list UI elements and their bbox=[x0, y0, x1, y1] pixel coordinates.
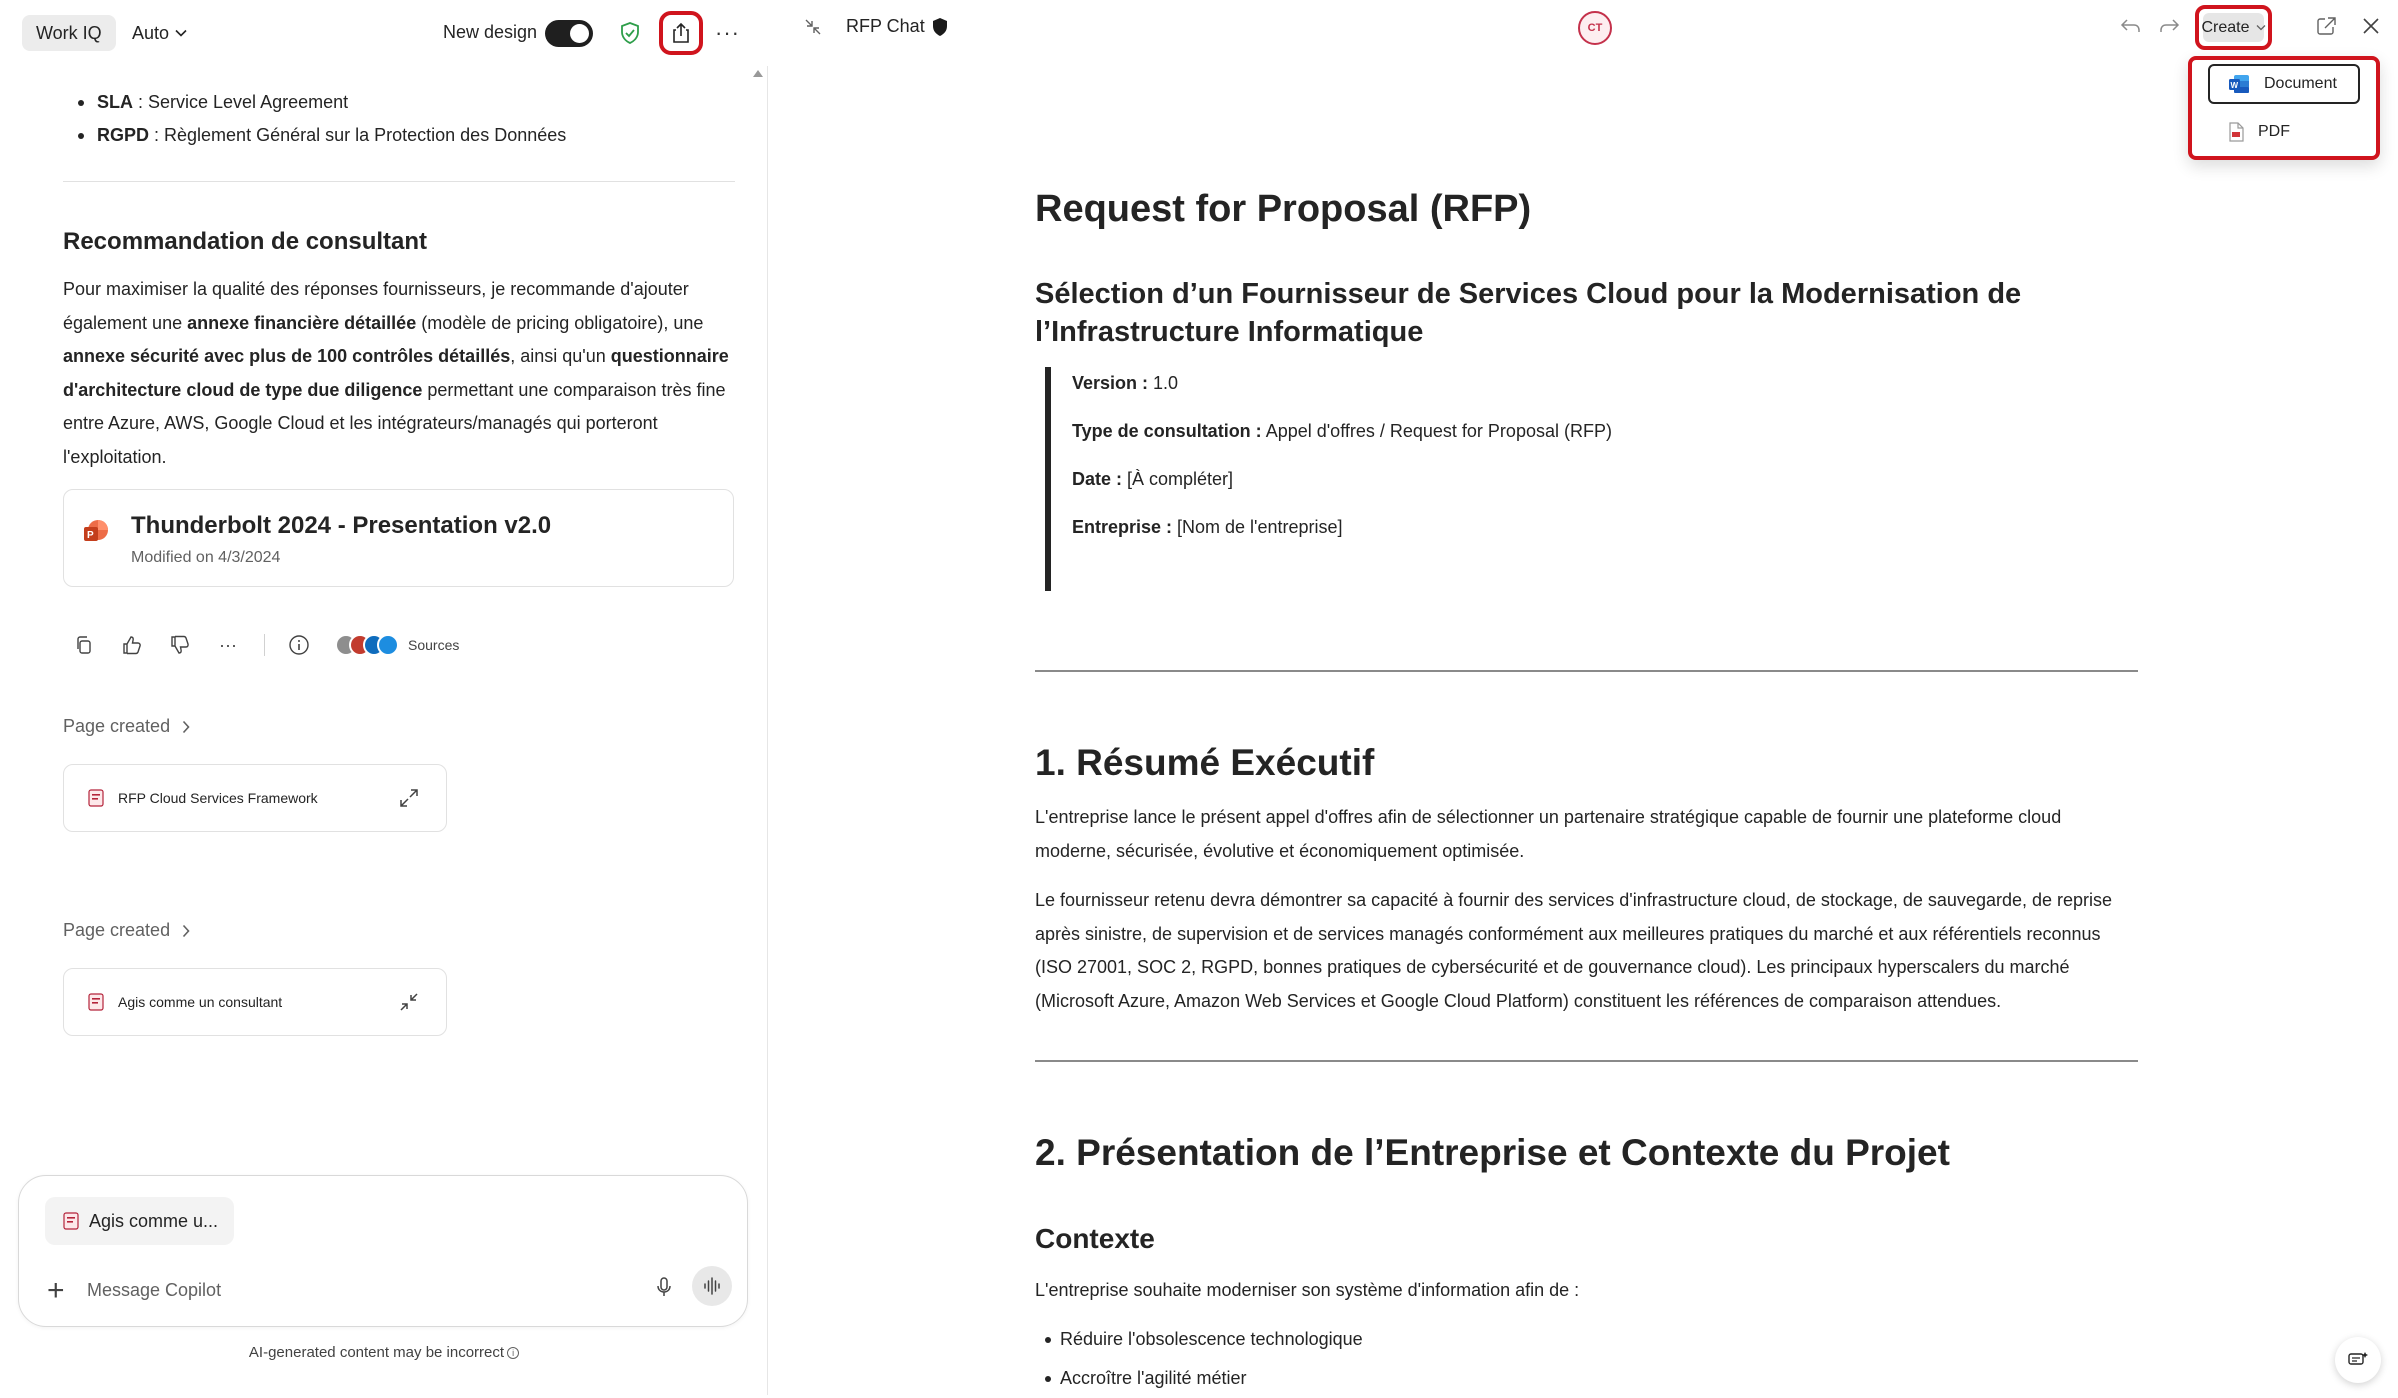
page-created-header[interactable] bbox=[63, 920, 190, 941]
horizontal-rule bbox=[1035, 1060, 2138, 1062]
powerpoint-icon bbox=[82, 518, 110, 546]
mode-label: Auto bbox=[132, 23, 170, 43]
undo-icon[interactable] bbox=[2120, 17, 2142, 35]
loop-page-icon bbox=[88, 993, 104, 1011]
meta-value: [Nom de l'entreprise] bbox=[1172, 517, 1343, 537]
page-created-header[interactable] bbox=[63, 716, 190, 737]
sources-button[interactable] bbox=[335, 634, 459, 656]
info-icon[interactable]: i bbox=[507, 1347, 519, 1359]
page-editor-pane bbox=[769, 0, 2398, 1395]
meta-row bbox=[1072, 469, 1233, 490]
text-run: Pour maximiser la qualité des réponses fournisseurs, je recommande d'ajouter également une bbox=[63, 279, 689, 333]
collapse-icon[interactable] bbox=[398, 991, 420, 1013]
chat-header bbox=[0, 0, 768, 66]
mode-dropdown[interactable] bbox=[132, 15, 187, 51]
abbreviation-list bbox=[78, 86, 566, 152]
text-run: permettant une comparaison très fine entre Azure, AWS, Google Cloud et les intégrateurs/managés qui porteront l'exploitation. bbox=[63, 379, 726, 467]
chevron-down-icon bbox=[2256, 24, 2266, 31]
page-card-consultant[interactable] bbox=[63, 968, 447, 1036]
more-options-icon[interactable]: ··· bbox=[715, 20, 740, 45]
assist-button[interactable] bbox=[2335, 1337, 2381, 1383]
protected-shield-icon[interactable] bbox=[619, 21, 641, 45]
recommendation-title: Recommandation de consultant bbox=[63, 228, 428, 255]
file-card[interactable] bbox=[63, 489, 734, 587]
menu-item-label: PDF bbox=[2258, 123, 2290, 140]
list-item bbox=[78, 119, 566, 152]
create-document-item[interactable] bbox=[2208, 64, 2360, 104]
chat-sparkle-icon bbox=[2347, 1350, 2369, 1370]
message-actions bbox=[72, 633, 459, 657]
new-design-toggle[interactable] bbox=[545, 20, 593, 47]
abbr-term: SLA bbox=[97, 92, 133, 112]
page-card-rfp[interactable] bbox=[63, 764, 447, 832]
svg-text:P: P bbox=[87, 530, 94, 541]
text-run: , ainsi qu'un bbox=[510, 346, 611, 366]
paragraph: L'entreprise souhaite moderniser son système d'information afin de : bbox=[1035, 1280, 1580, 1300]
paragraph: L'entreprise lance le présent appel d'offres afin de sélectionner un partenaire stratégique capable de fournir une plateforme cloud moderne, sécurisée, évolutive et économiquement optimisée. bbox=[1035, 807, 2062, 861]
word-icon bbox=[2228, 74, 2250, 94]
meta-key: Version : bbox=[1072, 373, 1149, 393]
workiq-button[interactable]: Work IQ bbox=[22, 15, 116, 51]
sources-label: Sources bbox=[408, 637, 460, 653]
recommendation-text bbox=[63, 273, 735, 474]
share-button[interactable] bbox=[659, 11, 703, 55]
abbr-definition: : Règlement Général sur la Protection des Données bbox=[149, 125, 567, 145]
share-icon bbox=[670, 21, 692, 45]
file-title: Thunderbolt 2024 - Presentation v2.0 bbox=[131, 512, 552, 539]
metadata-quote-block bbox=[1045, 367, 1745, 591]
chevron-right-icon bbox=[182, 720, 190, 734]
section-heading: 1. Résumé Exécutif bbox=[1035, 742, 1375, 783]
document-subtitle: Sélection d’un Fournisseur de Services Cloud pour la Modernisation de l’Infrastructure Informatique bbox=[1035, 278, 2022, 348]
file-modified: Modified on 4/3/2024 bbox=[131, 549, 281, 566]
create-menu bbox=[2188, 56, 2380, 160]
document-title: Request for Proposal (RFP) bbox=[1035, 188, 1532, 230]
meta-value: 1.0 bbox=[1148, 373, 1179, 393]
page-created-label: Page created bbox=[63, 920, 171, 940]
redo-icon[interactable] bbox=[2158, 17, 2180, 35]
section-heading: 2. Présentation de l’Entreprise et Contexte du Projet bbox=[1035, 1132, 1950, 1173]
meta-key: Type de consultation : bbox=[1072, 421, 1262, 441]
close-icon[interactable] bbox=[2362, 17, 2380, 35]
context-chip[interactable] bbox=[45, 1197, 234, 1245]
create-highlight bbox=[2195, 5, 2272, 50]
meta-row bbox=[1072, 517, 1343, 538]
page-card-label: RFP Cloud Services Framework bbox=[118, 790, 318, 806]
meta-row bbox=[1072, 421, 1612, 442]
scroll-up-arrow[interactable] bbox=[753, 70, 763, 77]
svg-text:W: W bbox=[2230, 81, 2239, 90]
bold-run: annexe financière détaillée bbox=[187, 312, 417, 333]
toggle-knob bbox=[570, 24, 589, 43]
subsection-heading: Contexte bbox=[1035, 1223, 1155, 1254]
pdf-icon bbox=[2228, 122, 2244, 142]
text-run: (modèle de pricing obligatoire), une bbox=[416, 312, 704, 333]
list-item: Accroître l'agilité métier bbox=[1060, 1359, 1363, 1398]
loop-page-icon bbox=[88, 789, 104, 807]
horizontal-rule bbox=[1035, 670, 2138, 672]
chevron-right-icon bbox=[182, 924, 190, 938]
thumbs-up-icon[interactable] bbox=[120, 633, 144, 657]
meta-value: Appel d'offres / Request for Proposal (RFP) bbox=[1261, 421, 1612, 441]
collapse-pane-icon[interactable] bbox=[803, 17, 823, 37]
voice-mode-button[interactable] bbox=[692, 1266, 732, 1306]
new-design-label: New design bbox=[443, 22, 538, 42]
microphone-icon[interactable] bbox=[655, 1276, 673, 1298]
copy-icon[interactable] bbox=[72, 633, 96, 657]
waveform-icon bbox=[702, 1276, 722, 1296]
list-item bbox=[78, 86, 566, 119]
menu-item-label: Document bbox=[2264, 75, 2337, 92]
bold-run: annexe sécurité avec plus de 100 contrôles détaillés bbox=[63, 346, 511, 366]
open-in-new-icon[interactable] bbox=[2316, 16, 2338, 36]
loop-page-icon bbox=[63, 1212, 79, 1230]
list-item: Réduire l'obsolescence technologique bbox=[1060, 1320, 1363, 1359]
page-card-label: Agis comme un consultant bbox=[118, 994, 283, 1010]
disclaimer-text: AI-generated content may be incorrect bbox=[248, 1344, 505, 1361]
page-created-label: Page created bbox=[63, 716, 171, 736]
info-icon[interactable] bbox=[287, 633, 311, 657]
sensitivity-shield-icon[interactable] bbox=[931, 17, 949, 37]
divider bbox=[63, 181, 735, 182]
paragraph: Le fournisseur retenu devra démontrer sa capacité à fournir des services d'infrastructure cloud, de stockage, de sauvegarde, de reprise après sinistre, de supervision et de services managés conformément aux meilleures pratiques du marché et aux référentiels reconnus (ISO 27001, SOC 2, RGPD, bonnes pratiques de cybersécurité et de gouvernance cloud). Les principaux hyperscalers du marché (Microsoft Azure, Amazon Web Services et Google Cloud Platform) constituent les références de comparaison attendues. bbox=[1035, 890, 2113, 1011]
source-send-icon bbox=[377, 634, 399, 656]
message-input[interactable] bbox=[87, 1272, 647, 1308]
editor-toolbar bbox=[769, 0, 2398, 56]
abbr-term: RGPD bbox=[97, 125, 150, 145]
meta-value: [À compléter] bbox=[1122, 469, 1234, 489]
page-title: RFP Chat bbox=[846, 16, 925, 36]
bullet-list bbox=[1060, 1320, 1363, 1398]
create-button[interactable] bbox=[2203, 13, 2264, 42]
create-label: Create bbox=[2201, 18, 2250, 36]
chip-label: Agis comme u... bbox=[89, 1210, 219, 1231]
copilot-chat-pane bbox=[0, 0, 768, 1395]
meta-row bbox=[1072, 373, 1178, 394]
expand-icon[interactable] bbox=[398, 787, 420, 809]
abbr-definition: : Service Level Agreement bbox=[133, 92, 349, 112]
more-actions-icon[interactable]: ··· bbox=[219, 634, 237, 655]
collaborator-avatar[interactable]: CT bbox=[1578, 11, 1612, 45]
bold-run: questionnaire d'architecture cloud de type due diligence bbox=[63, 346, 729, 400]
chevron-down-icon bbox=[175, 29, 187, 37]
create-pdf-item[interactable] bbox=[2208, 112, 2360, 152]
action-separator bbox=[264, 634, 265, 656]
meta-key: Date : bbox=[1072, 469, 1123, 489]
ai-disclaimer bbox=[0, 1344, 768, 1361]
message-composer bbox=[18, 1175, 748, 1327]
thumbs-down-icon[interactable] bbox=[168, 633, 192, 657]
meta-key: Entreprise : bbox=[1072, 517, 1173, 537]
add-attachment-icon[interactable]: + bbox=[47, 1274, 65, 1307]
